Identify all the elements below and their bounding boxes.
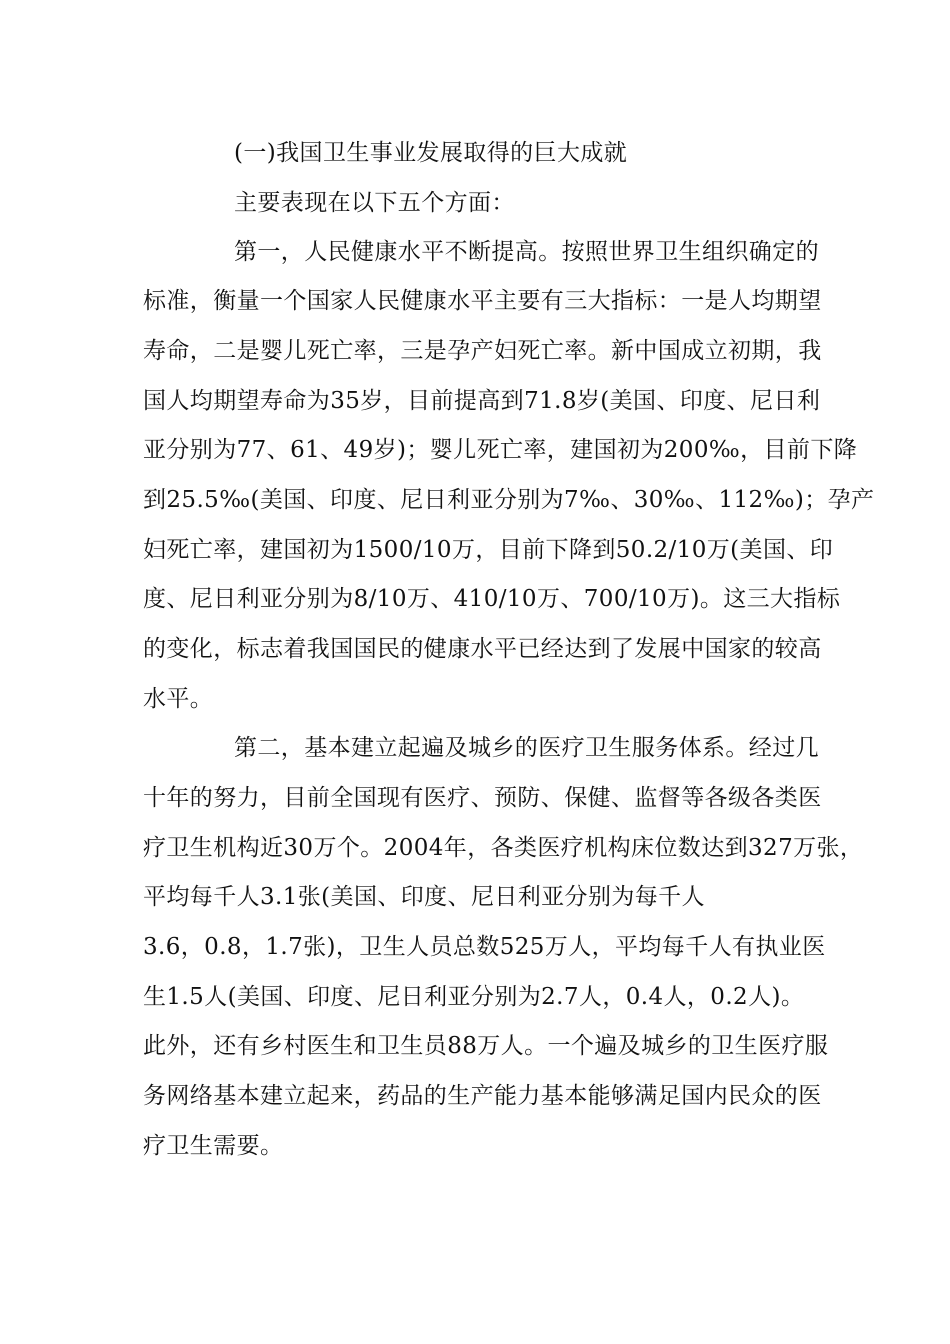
section-heading: (一)我国卫生事业发展取得的巨大成就 (234, 140, 628, 166)
text-line: 妇死亡率，建国初为1500/10万，目前下降到50.2/10万(美国、印 (143, 537, 834, 563)
text-line: 度、尼日利亚分别为8/10万、410/10万、700/10万)。这三大指标 (143, 586, 841, 612)
text-line: 水平。 (143, 686, 214, 712)
text-line: 务网络基本建立起来，药品的生产能力基本能够满足国内民众的医 (143, 1083, 822, 1109)
text-line: 寿命，二是婴儿死亡率，三是孕产妇死亡率。新中国成立初期，我 (143, 338, 822, 364)
text-line: 平均每千人3.1张(美国、印度、尼日利亚分别为每千人 (143, 884, 705, 910)
text-line: 此外，还有乡村医生和卫生员88万人。一个遍及城乡的卫生医疗服 (143, 1033, 829, 1059)
intro-text: 主要表现在以下五个方面： (234, 190, 515, 216)
text-line: 十年的努力，目前全国现有医疗、预防、保健、监督等各级各类医 (143, 785, 822, 811)
text-line: 标准，衡量一个国家人民健康水平主要有三大指标：一是人均期望 (143, 288, 822, 314)
text-line: 3.6，0.8，1.7张)，卫生人员总数525万人，平均每千人有执业医 (143, 934, 826, 960)
text-line: 到25.5‰(美国、印度、尼日利亚分别为7‰、30‰、112‰)；孕产 (143, 487, 875, 513)
text-line: 第一，人民健康水平不断提高。按照世界卫生组织确定的 (234, 239, 819, 265)
text-line: 亚分别为77、61、49岁)；婴儿死亡率，建国初为200‰，目前下降 (143, 437, 858, 463)
text-line: 疗卫生机构近30万个。2004年，各类医疗机构床位数达到327万张， (143, 835, 864, 861)
text-line: 国人均期望寿命为35岁，目前提高到71.8岁(美国、印度、尼日利 (143, 388, 821, 414)
text-line: 的变化，标志着我国国民的健康水平已经达到了发展中国家的较高 (143, 636, 822, 662)
text-line: 第二，基本建立起遍及城乡的医疗卫生服务体系。经过几 (234, 735, 819, 761)
text-line: 疗卫生需要。 (143, 1133, 284, 1159)
text-line: 生1.5人(美国、印度、尼日利亚分别为2.7人，0.4人，0.2人)。 (143, 984, 805, 1010)
